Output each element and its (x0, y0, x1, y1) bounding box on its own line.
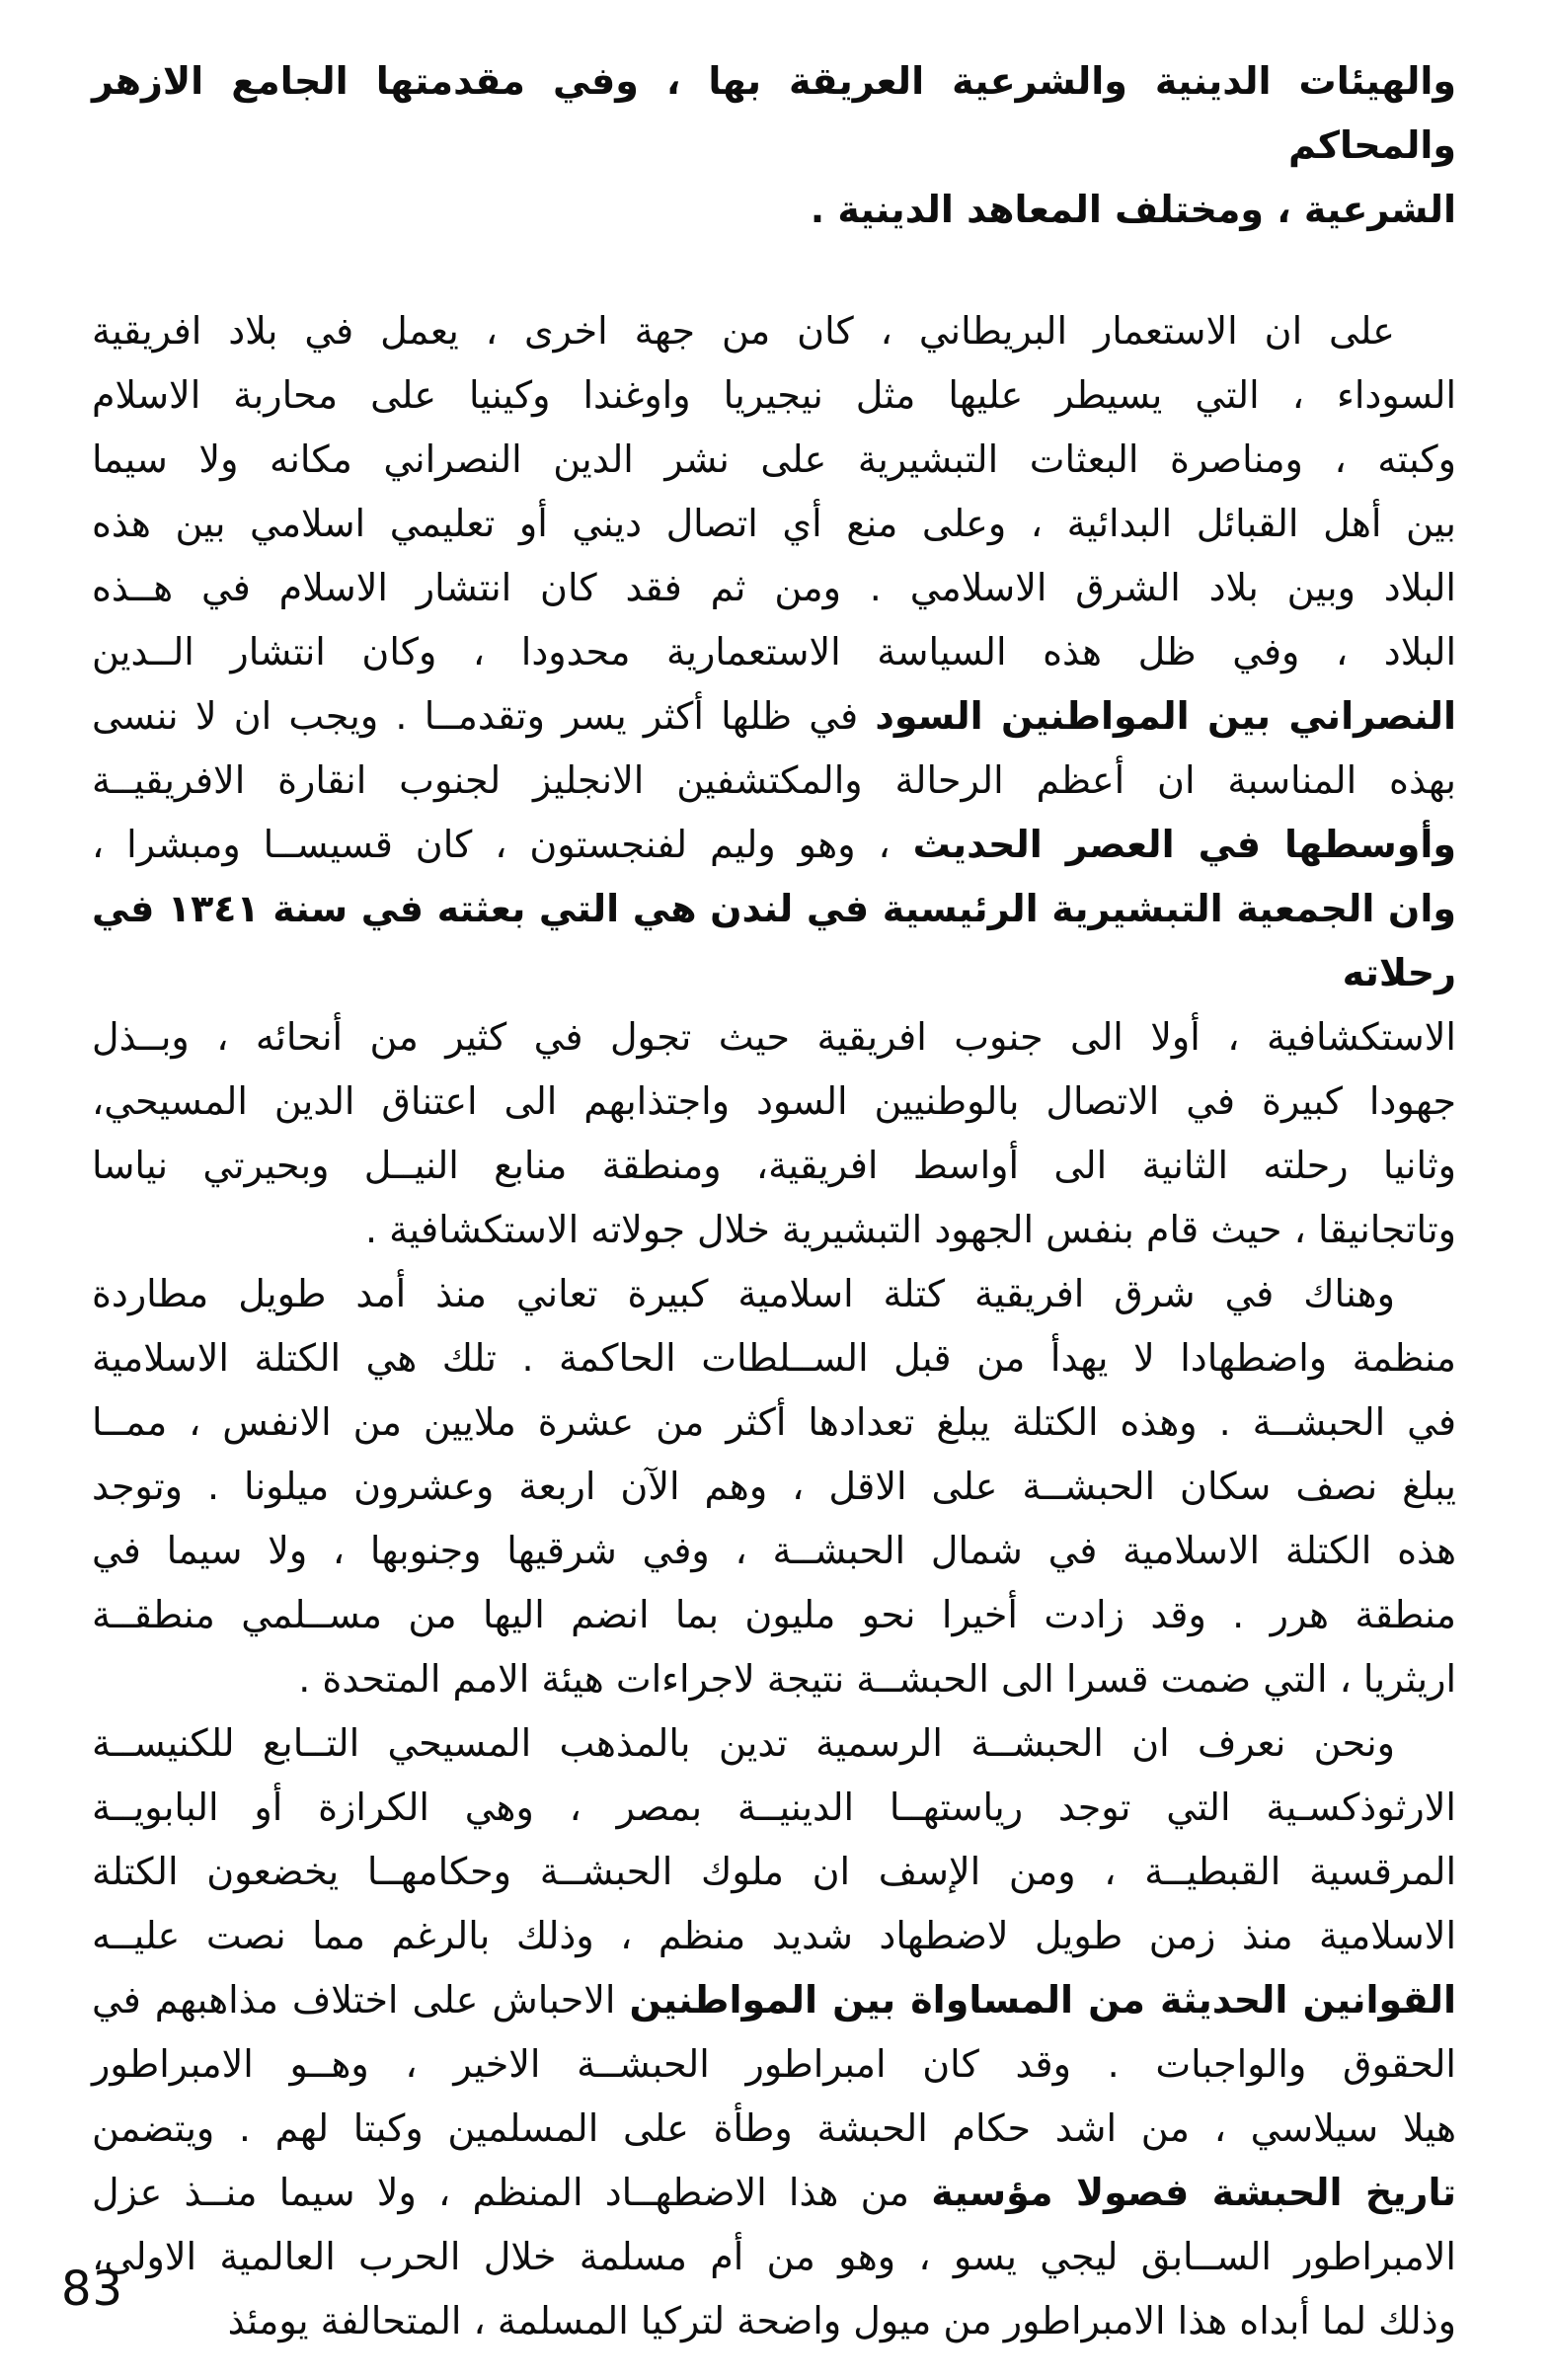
page-number: 83 (61, 2261, 124, 2317)
bold-text-segment: النصراني بين المواطنين السود (875, 694, 1456, 738)
paragraph (92, 1262, 1456, 1711)
text-segment: البلاد ، وفي ظل هذه السياسة الاستعمارية محدودا ، وكان انتشار الــدين (92, 630, 1456, 674)
text-segment: ، وهو وليم لفنجستون ، كان قسيســا ومبشرا ، (92, 823, 913, 866)
text-line (92, 1968, 1456, 2032)
text-line (92, 2032, 1456, 2097)
text-line (92, 1519, 1456, 1583)
text-line (92, 1583, 1456, 1647)
text-line (92, 2161, 1456, 2225)
text-segment: منطقة هرر . وقد زادت أخيرا نحو مليون بما انضم اليها من مســلمي منطقــة (92, 1593, 1456, 1636)
paragraph (92, 299, 1456, 1262)
text-segment: الاسلامية منذ زمن طويل لاضطهاد شديد منظم ، وذلك بالرغم مما نصت عليــه (92, 1914, 1456, 1957)
text-segment: هذه الكتلة الاسلامية في شمال الحبشــة ، وفي شرقيها وجنوبها ، ولا سيما في (92, 1529, 1456, 1572)
text-line (92, 2289, 1456, 2353)
text-segment: جهودا كبيرة في الاتصال بالوطنيين السود واجتذابهم الى اعتناق الدين المسيحي، (92, 1079, 1456, 1123)
text-segment: البلاد وبين بلاد الشرق الاسلامي . ومن ثم فقد كان انتشار الاسلام في هــذه (92, 566, 1456, 609)
text-line (92, 492, 1456, 556)
text-line (92, 813, 1456, 877)
text-line (92, 556, 1456, 620)
text-segment: بهذه المناسبة ان أعظم الرحالة والمكتشفين الانجليز لجنوب انقارة الافريقيــة (92, 758, 1456, 802)
text-line (92, 1647, 1456, 1711)
bold-text-segment: تاريخ الحبشة فصولا مؤسية (931, 2171, 1456, 2214)
text-line (92, 749, 1456, 813)
text-line (92, 2097, 1456, 2161)
text-segment: ونحن نعرف ان الحبشــة الرسمية تدين بالمذهب المسيحي التــابع للكنيســة (92, 1721, 1395, 1765)
text-segment: بين أهل القبائل البدائية ، وعلى منع أي اتصال ديني أو تعليمي اسلامي بين هذه (92, 502, 1456, 545)
text-segment: الحقوق والواجبات . وقد كان امبراطور الحبشــة الاخير ، وهــو الامبراطور (92, 2042, 1456, 2086)
text-segment: هيلا سيلاسي ، من اشد حكام الحبشة وطأة على المسلمين وكبتا لهم . ويتضمن (92, 2106, 1456, 2150)
text-line (92, 178, 1456, 242)
text-segment: السوداء ، التي يسيطر عليها مثل نيجيريا واوغندا وكينيا على محاربة الاسلام (92, 373, 1456, 417)
text-line (92, 1840, 1456, 1904)
text-line (92, 684, 1456, 749)
bold-text-segment: وان الجمعية التبشيرية الرئيسية في لندن هي التي بعثته في سنة ١٣٤١ في رحلاته (92, 887, 1456, 994)
text-segment: على ان الاستعمار البريطاني ، كان من جهة اخرى ، يعمل في بلاد افريقية (92, 309, 1395, 353)
text-line (92, 2225, 1456, 2289)
text-line (92, 299, 1456, 363)
text-segment: وتاتجانيقا ، حيث قام بنفس الجهود التبشيرية خلال جولاته الاستكشافية . (364, 1208, 1456, 1251)
bold-text-segment: وأوسطها في العصر الحديث (912, 823, 1456, 866)
text-line (92, 1711, 1456, 1776)
text-line (92, 1134, 1456, 1198)
text-segment: الاحباش على اختلاف مذاهبهم في (92, 1978, 630, 2022)
text-segment: الارثوذكسـية التي توجد رياستهــا الدينيــة بمصر ، وهي الكرازة أو البابويــة (92, 1785, 1456, 1829)
text-segment: في ظلها أكثر يسر وتقدمــا . ويجب ان لا ننسى (92, 694, 876, 738)
text-line (92, 49, 1456, 178)
text-segment: وكبته ، ومناصرة البعثات التبشيرية على نشر الدين النصراني مكانه ولا سيما (92, 437, 1456, 481)
text-segment: وهناك في شرق افريقية كتلة اسلامية كبيرة تعاني منذ أمد طويل مطاردة (92, 1272, 1395, 1315)
text-segment: من هذا الاضطهــاد المنظم ، ولا سيما منــذ عزل (92, 2171, 932, 2214)
text-segment: في الحبشــة . وهذه الكتلة يبلغ تعدادها أكثر من عشرة ملايين من الانفس ، ممــا (92, 1400, 1456, 1444)
text-line (92, 1070, 1456, 1134)
text-segment: الاستكشافية ، أولا الى جنوب افريقية حيث تجول في كثير من أنحائه ، وبــذل (92, 1015, 1456, 1059)
text-line (92, 1455, 1456, 1519)
text-line (92, 363, 1456, 428)
text-line (92, 1390, 1456, 1455)
text-line (92, 428, 1456, 492)
text-line (92, 1198, 1456, 1262)
bold-text-segment: القوانين الحديثة من المساواة بين المواطنين (629, 1978, 1456, 2022)
paragraph (92, 1711, 1456, 2353)
text-line (92, 620, 1456, 684)
text-segment: يبلغ نصف سكان الحبشــة على الاقل ، وهم الآن اربعة وعشرون ميلونا . وتوجد (92, 1465, 1456, 1508)
text-line (92, 1262, 1456, 1326)
text-segment: وثانيا رحلته الثانية الى أواسط افريقية، ومنطقة منابع النيــل وبحيرتي نياسا (92, 1144, 1456, 1187)
text-line (92, 1776, 1456, 1840)
text-segment: المرقسية القبطيــة ، ومن الإسف ان ملوك الحبشــة وحكامهــا يخضعون الكتلة (92, 1850, 1456, 1893)
text-block (92, 49, 1456, 2353)
text-line (92, 877, 1456, 1005)
text-line (92, 1326, 1456, 1390)
paragraph (92, 49, 1456, 242)
text-segment: اريثريا ، التي ضمت قسرا الى الحبشــة نتيجة لاجراءات هيئة الامم المتحدة . (298, 1657, 1456, 1701)
text-segment: الامبراطور الســابق ليجي يسو ، وهو من أم مسلمة خلال الحرب العالمية الاولى، (92, 2235, 1456, 2278)
bold-text-segment: والهيئات الدينية والشرعية العريقة بها ، وفي مقدمتها الجامع الازهر والمحاكم (92, 59, 1456, 167)
text-line (92, 1904, 1456, 1968)
text-segment: منظمة واضطهادا لا يهدأ من قبل الســلطات الحاكمة . تلك هي الكتلة الاسلامية (92, 1336, 1456, 1380)
text-segment: وذلك لما أبداه هذا الامبراطور من ميول واضحة لتركيا المسلمة ، المتحالفة يومئذ (227, 2299, 1456, 2342)
text-line (92, 1005, 1456, 1070)
bold-text-segment: الشرعية ، ومختلف المعاهد الدينية . (810, 188, 1456, 231)
